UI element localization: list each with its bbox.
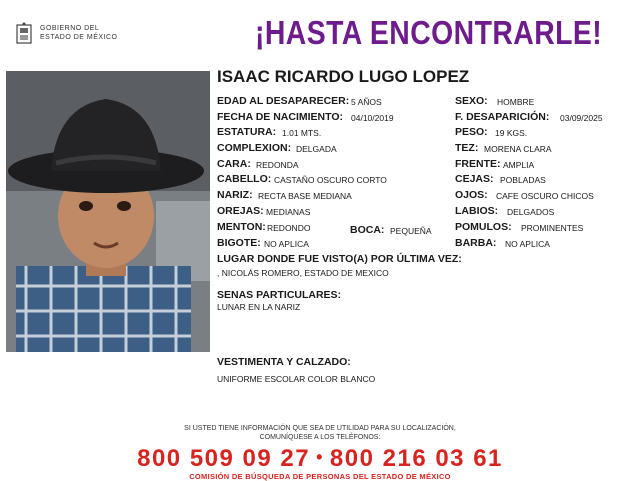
missing-person-photo [6, 71, 210, 352]
phone-numbers [0, 445, 640, 473]
footer-contact-line: COMUNÍQUESE A LOS TELÉFONOS: [259, 434, 381, 441]
photo-illustration [6, 71, 210, 352]
lugar-value: , NICOLÁS ROMERO, ESTADO DE MEXICO [217, 268, 389, 278]
phone-number-2[interactable]: 800 216 03 61 [329, 445, 503, 472]
boca-label: BOCA: [350, 224, 385, 236]
tez-value: MORENA CLARA [484, 144, 552, 154]
commission-name: COMISIÓN DE BÚSQUEDA DE PERSONAS DEL ESTADO DE MÉXICO [189, 472, 451, 481]
lugar-label: LUGAR DONDE FUE VISTO(A) POR ÚLTIMA VEZ: [217, 253, 462, 265]
pomulos-value: PROMINENTES [521, 223, 584, 233]
complexion-label: COMPLEXION: [217, 142, 292, 154]
orejas-label: OREJAS: [217, 205, 264, 217]
ojos-value: CAFE OSCURO CHICOS [496, 191, 594, 201]
barba-value: NO APLICA [505, 239, 550, 249]
barba-label: BARBA: [455, 237, 497, 249]
peso-label: PESO: [455, 126, 488, 138]
vestimenta-label: VESTIMENTA Y CALZADO: [217, 356, 351, 368]
senas-value: LUNAR EN LA NARIZ [217, 302, 301, 312]
tez-label: TEZ: [455, 142, 479, 154]
estatura-value: 1.01 MTS. [282, 128, 322, 138]
frente-value: AMPLIA [503, 160, 535, 170]
labios-label: LABIOS: [455, 205, 499, 217]
ojos-label: OJOS: [455, 189, 488, 201]
bigote-value: NO APLICA [264, 239, 309, 249]
edad-value: 5 AÑOS [351, 97, 382, 107]
fecha-desaparicion-value: 03/09/2025 [560, 113, 603, 123]
menton-label: MENTON: [217, 221, 266, 233]
separator-dot: • [316, 447, 324, 467]
senas-label: SENAS PARTICULARES: [217, 289, 342, 301]
orejas-value: MEDIANAS [266, 207, 311, 217]
cabello-value: CASTAÑO OSCURO CORTO [274, 175, 387, 185]
estatura-label: ESTATURA: [217, 126, 277, 138]
sexo-label: SEXO: [455, 95, 488, 107]
government-logo [14, 22, 124, 48]
logo-line-1: GOBIERNO DEL [40, 25, 100, 32]
footer-info-line: SI USTED TIENE INFORMACIÓN QUE SEA DE UTILIDAD PARA SU LOCALIZACIÓN, [184, 425, 456, 432]
state-seal-icon [14, 22, 34, 46]
labios-value: DELGADOS [507, 207, 555, 217]
cejas-label: CEJAS: [455, 173, 494, 185]
complexion-value: DELGADA [296, 144, 337, 154]
edad-label: EDAD AL DESAPARECER: [217, 95, 350, 107]
pomulos-label: POMULOS: [455, 221, 512, 233]
fecha-desaparicion-label: F. DESAPARICIÓN: [455, 111, 550, 123]
nariz-value: RECTA BASE MEDIANA [258, 191, 352, 201]
fecha-nacimiento-value: 04/10/2019 [351, 113, 394, 123]
headline: ¡HASTA ENCONTRARLE! [255, 14, 603, 51]
boca-value: PEQUEÑA [390, 226, 432, 236]
vestimenta-value: UNIFORME ESCOLAR COLOR BLANCO [217, 374, 376, 384]
person-name: ISAAC RICARDO LUGO LOPEZ [217, 67, 470, 86]
cabello-label: CABELLO: [217, 173, 272, 185]
fecha-nacimiento-label: FECHA DE NACIMIENTO: [217, 111, 343, 123]
cejas-value: POBLADAS [500, 175, 546, 185]
menton-value: REDONDO [267, 223, 311, 233]
sexo-value: HOMBRE [497, 97, 535, 107]
phone-number-1[interactable]: 800 509 09 27 [137, 445, 311, 472]
bigote-label: BIGOTE: [217, 237, 261, 249]
frente-label: FRENTE: [455, 158, 501, 170]
cara-value: REDONDA [256, 160, 299, 170]
cara-label: CARA: [217, 158, 251, 170]
logo-line-2: ESTADO DE MÉXICO [40, 34, 118, 41]
nariz-label: NARIZ: [217, 189, 253, 201]
peso-value: 19 KGS. [495, 128, 528, 138]
